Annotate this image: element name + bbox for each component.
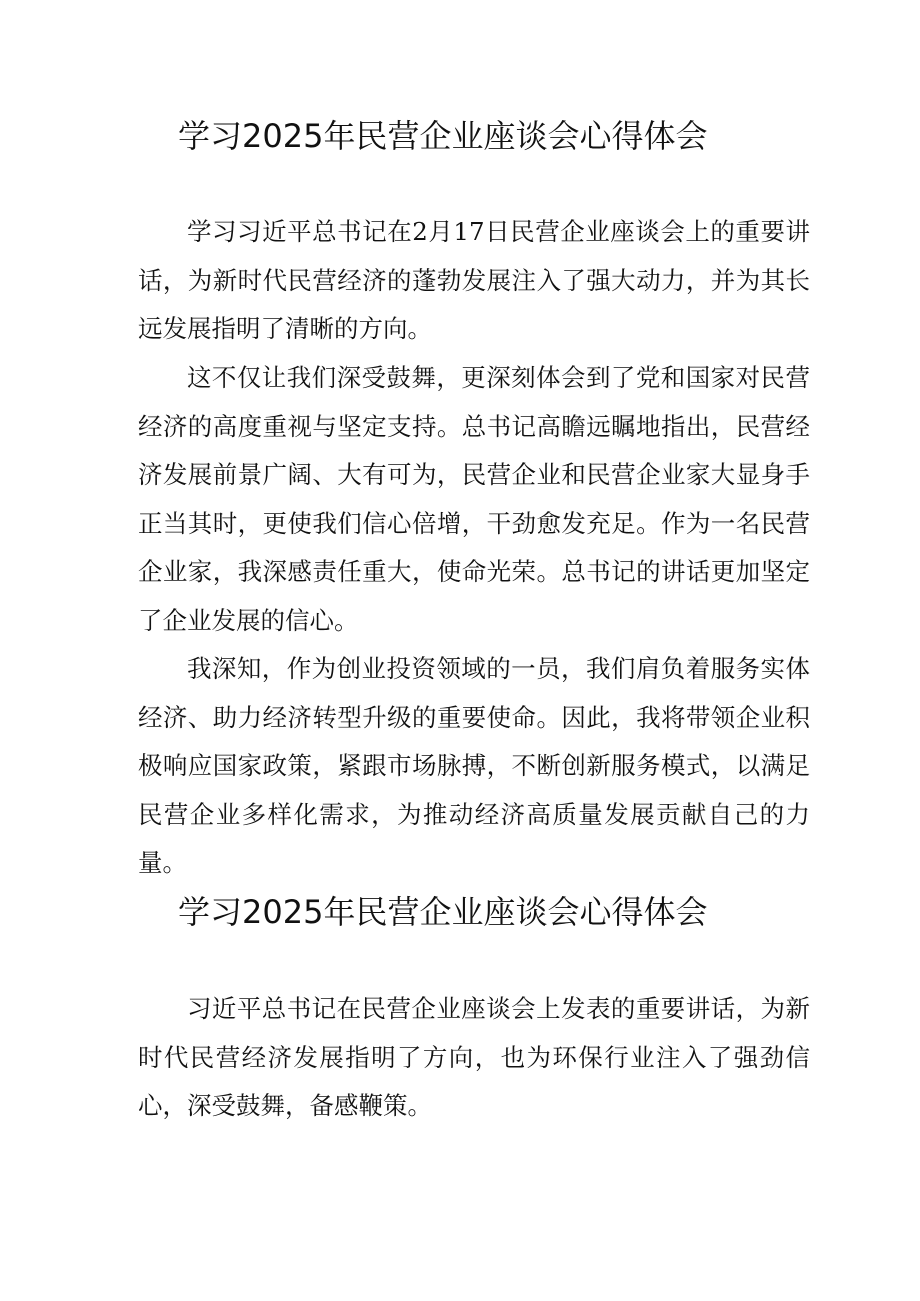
section-1-title: 学习2025年民营企业座谈会心得体会 (178, 117, 708, 155)
section-2-paragraph-1: 习近平总书记在民营企业座谈会上发表的重要讲话，为新时代民营经济发展指明了方向，也为环保行业注入了强劲信心，深受鼓舞，备感鞭策。 (138, 994, 810, 1120)
section-2-title: 学习2025年民营企业座谈会心得体会 (178, 893, 708, 931)
section-1-paragraph-1: 学习习近平总书记在2月17日民营企业座谈会上的重要讲话，为新时代民营经济的蓬勃发展注入了强大动力，并为其长远发展指明了清晰的方向。 (138, 217, 810, 343)
section-1-paragraph-3: 我深知，作为创业投资领域的一员，我们肩负着服务实体经济、助力经济转型升级的重要使命。因此，我将带领企业积极响应国家政策，紧跟市场脉搏，不断创新服务模式，以满足民营企业多样化需求，为推动经济高质量发展贡献自己的力量。 (138, 654, 810, 877)
section-1-paragraph-2: 这不仅让我们深受鼓舞，更深刻体会到了党和国家对民营经济的高度重视与坚定支持。总书记高瞻远瞩地指出，民营经济发展前景广阔、大有可为，民营企业和民营企业家大显身手正当其时，更使我们信心倍增，干劲愈发充足。作为一名民营企业家，我深感责任重大，使命光荣。总书记的讲话更加坚定了企业发展的信心。 (138, 363, 810, 635)
